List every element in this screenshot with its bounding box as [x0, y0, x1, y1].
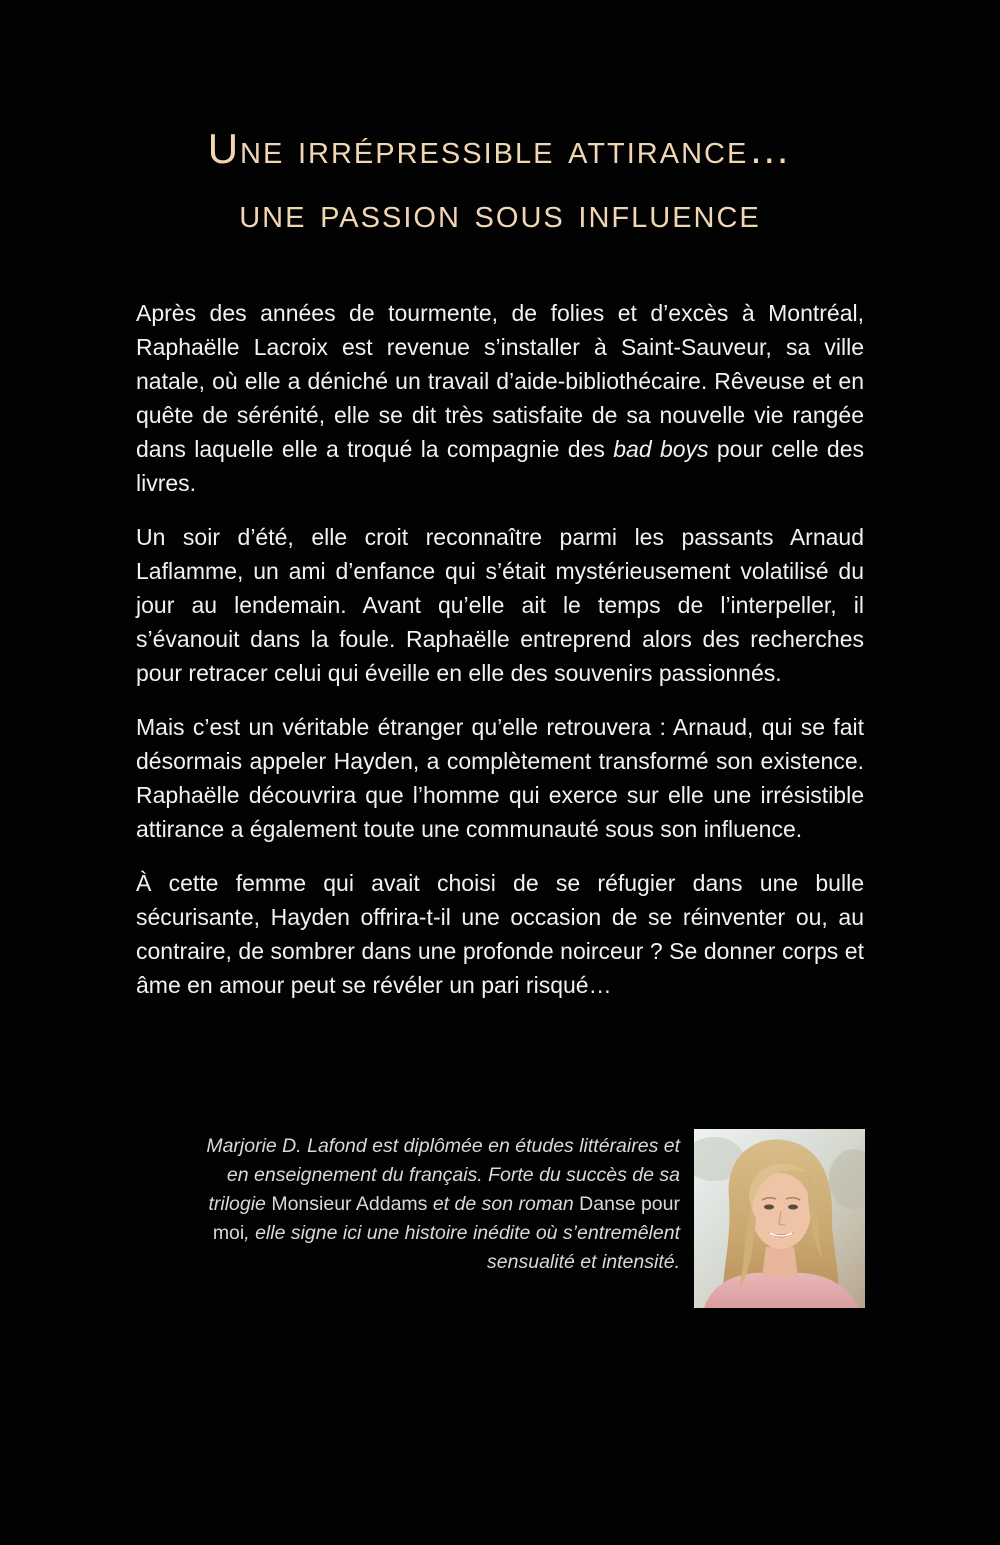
- author-bio-text-2: et de son roman: [427, 1193, 580, 1215]
- headline-line-1: Une irrépressible attirance…: [207, 125, 793, 172]
- synopsis-paragraph-1-text-a: Après des années de tourmente, de folies et d’excès à Montréal, Raphaëlle Lacroix est revenue s’installer à Saint-Sauveur, sa ville natale, où elle a déniché un travail d’aide-bibliothécaire. Rêveuse et en quête de sérénité, elle se dit très satisfaite de sa nouvelle vie rangée dans laquelle elle a troqué la compagnie des: [136, 300, 864, 462]
- author-bio-book-title-1: Monsieur Addams: [271, 1193, 428, 1215]
- author-photo: [694, 1129, 865, 1308]
- author-portrait-illustration: [694, 1129, 865, 1308]
- author-bio-text-1: Marjorie D. Lafond est diplômée en études littéraires et en enseignement du français. Forte du succès de sa trilogie: [206, 1135, 680, 1215]
- synopsis-paragraph-4: À cette femme qui avait choisi de se réfugier dans une bulle sécurisante, Hayden offrira-t-il une occasion de se réinventer ou, au contraire, de sombrer dans une profonde noirceur ? Se donner corps et âme en amour peut se révéler un pari risqué…: [136, 870, 864, 998]
- headline-line-2: une passion sous influence: [239, 189, 761, 236]
- synopsis: [136, 296, 864, 1022]
- synopsis-paragraph-1-italic: bad boys: [613, 436, 709, 462]
- synopsis-paragraph-1: [136, 296, 864, 500]
- author-bio: [190, 1132, 680, 1277]
- synopsis-paragraph-3: Mais c’est un véritable étranger qu’elle retrouvera : Arnaud, qui se fait désormais appeler Hayden, a complètement transformé son existence. Raphaëlle découvrira que l’homme qui exerce sur elle une irrésistible attirance a également toute une communauté sous son influence.: [136, 714, 864, 842]
- author-bio-text-3: , elle signe ici une histoire inédite où s’entremêlent sensualité et intensité.: [244, 1222, 680, 1273]
- synopsis-paragraph-2: Un soir d’été, elle croit reconnaître parmi les passants Arnaud Laflamme, un ami d’enfance qui s’était mystérieusement volatilisé du jour au lendemain. Avant qu’elle ait le temps de l’interpeller, il s’évanouit dans la foule. Raphaëlle entreprend alors des recherches pour retracer celui qui éveille en elle des souvenirs passionnés.: [136, 524, 864, 686]
- synopsis-paragraph-1-text-b: pour celle des livres.: [136, 436, 864, 496]
- author-bio-book-title-2: Danse pour moi: [212, 1193, 680, 1244]
